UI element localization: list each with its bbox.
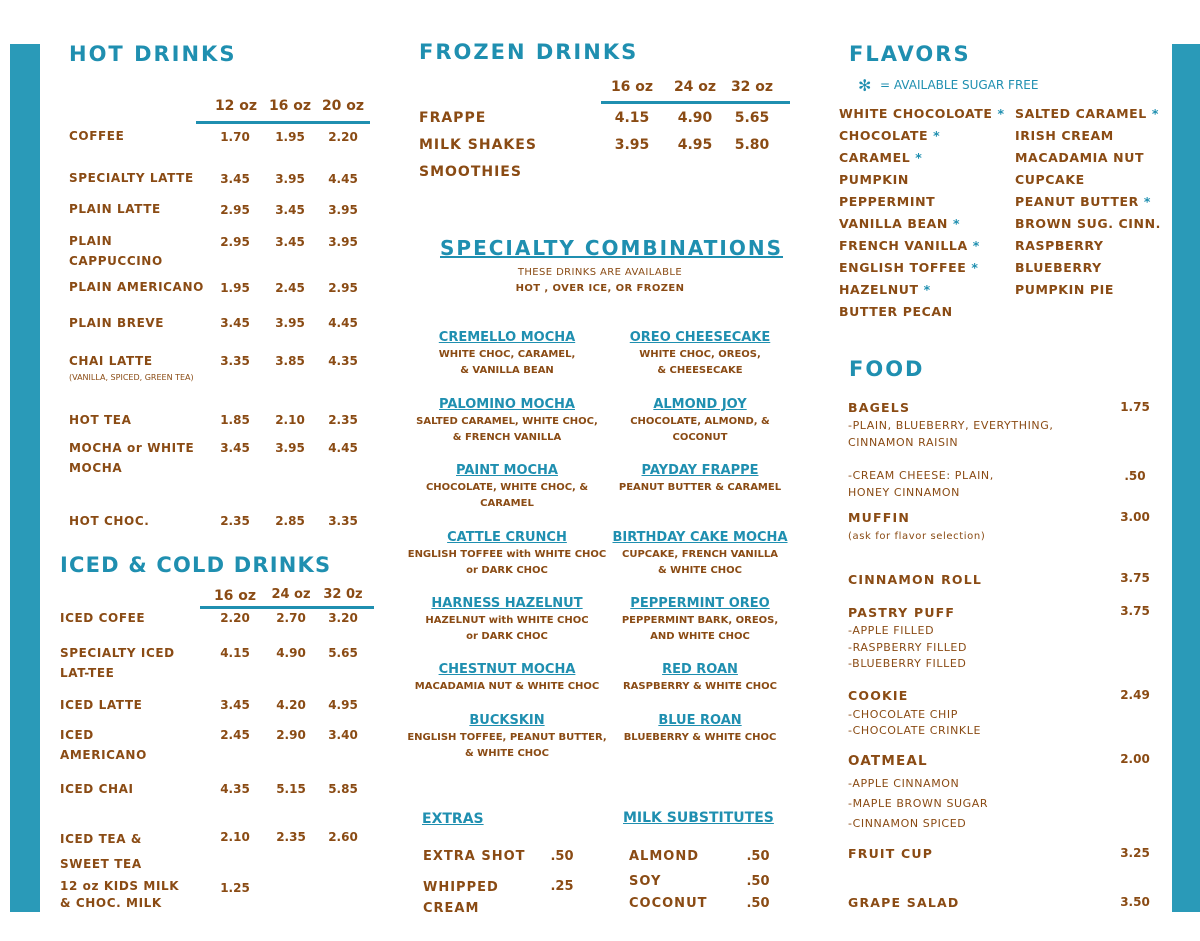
price: 3.45 [275,235,305,249]
price: 3.45 [220,316,250,330]
combo-name: PAYDAY FRAPPE [641,463,759,478]
chai-latte-note: (VANILLA, SPICED, GREEN TEA) [69,373,194,382]
food-detail: -CHOCOLATE CRINKLE [848,724,982,737]
iced-size-32: 32 0z [323,587,363,602]
food-item-cookie: COOKIE [848,688,909,703]
price: 3.95 [614,137,650,153]
price: .50 [550,849,574,864]
sugar-free-legend: = AVAILABLE SUGAR FREE [880,78,1039,92]
flavor-item: PEANUT BUTTER * [1015,194,1151,209]
combo-name: PEPPERMINT OREO [630,596,770,611]
food-item-fruit-cup: FRUIT CUP [848,846,934,861]
price: 5.15 [276,782,306,796]
price: 3.45 [220,698,250,712]
menu-item-hot-tea: HOT TEA [69,413,132,427]
menu-item-specialty-latte: SPECIALTY LATTE [69,171,194,185]
menu-item-plain-cappuccino: PLAIN CAPPUCCINO [69,234,163,268]
combo-cremello-mocha [407,329,607,379]
price: 3.45 [220,441,250,455]
price: 4.95 [328,698,358,712]
combo-name: CATTLE CRUNCH [447,530,567,545]
food-item-cinnamon-roll: CINNAMON ROLL [848,572,983,587]
flavor-item: CARAMEL * [839,150,923,165]
price: 2.45 [220,728,250,742]
combo-description: CHOCOLATE, WHITE CHOC, & CARAMEL [425,482,589,509]
food-detail: CINNAMON RAISIN [848,436,959,449]
combo-name: OREO CHEESECAKE [629,330,771,345]
price: 3.45 [220,172,250,186]
combo-description: ENGLISH TOFFEE, PEANUT BUTTER, & WHITE CHOC [407,732,607,759]
price: 4.20 [276,698,306,712]
price: 2.95 [220,235,250,249]
price: 3.25 [1120,846,1150,860]
flavor-item: SALTED CARAMEL * [1015,106,1159,121]
combo-name: HARNESS HAZELNUT [431,596,583,611]
menu-item-iced-chai: ICED CHAI [60,782,134,796]
price: 2.45 [275,281,305,295]
menu-item-smoothies: SMOOTHIES [419,164,522,180]
flavor-item: RASPBERRY [1015,238,1104,253]
price: 5.80 [734,137,770,153]
price: 2.95 [328,281,358,295]
milk-almond: ALMOND [629,849,700,864]
combo-chestnut-mocha [407,661,607,695]
price: 4.35 [220,782,250,796]
menu-item-frappe: FRAPPE [419,110,487,126]
combo-name: PAINT MOCHA [456,463,558,478]
specialty-heading: SPECIALTY COMBINATIONS [440,236,784,260]
flavors-column-2 [1015,103,1161,301]
flavor-item: BLUEBERRY [1015,260,1102,275]
iced-drinks-heading: ICED & COLD DRINKS [60,553,332,577]
milk-soy: SOY [629,874,662,889]
combo-name: PALOMINO MOCHA [439,397,575,412]
price: 4.45 [328,172,358,186]
flavor-item: BROWN SUG. CINN. [1015,216,1161,231]
combo-palomino-mocha [407,396,607,446]
food-heading: FOOD [849,357,925,381]
price: 5.85 [328,782,358,796]
hot-sizes-rule [196,121,370,124]
iced-size-16: 16 oz [213,588,257,604]
flavor-item: HAZELNUT * [839,282,931,297]
flavor-item: ENGLISH TOFFEE * [839,260,979,275]
price: 2.20 [220,611,250,625]
food-detail: -CHOCOLATE CHIP [848,708,958,721]
combo-birthday-cake-mocha [600,529,800,579]
price: 1.95 [275,130,305,144]
price: 3.95 [275,441,305,455]
price: 4.45 [328,441,358,455]
food-item-grape-salad: GRAPE SALAD [848,895,960,910]
food-item-pastry-puff: PASTRY PUFF [848,605,956,620]
combo-description: PEANUT BUTTER & CARAMEL [618,482,782,493]
combo-cattle-crunch [407,529,607,579]
price: .50 [1124,469,1146,483]
price: 2.60 [328,830,358,844]
price: 3.40 [328,728,358,742]
combo-name: RED ROAN [662,662,738,677]
combo-description: BLUEBERRY & WHITE CHOC [623,732,777,743]
right-decorative-stripe [1172,44,1200,912]
extra-shot: EXTRA SHOT [423,849,526,864]
flavor-item: WHITE CHOCOLOATE * [839,106,1005,121]
price: 4.15 [220,646,250,660]
price: 2.35 [328,413,358,427]
hot-size-20: 20 oz [321,98,365,114]
price: 3.95 [275,316,305,330]
flavor-item: CHOCOLATE * [839,128,941,143]
flavors-heading: FLAVORS [849,42,971,66]
price: 3.95 [328,203,358,217]
food-detail: -MAPLE BROWN SUGAR [848,797,989,810]
price: 2.85 [275,514,305,528]
price: 2.35 [276,830,306,844]
whipped-cream: WHIPPED CREAM [423,880,499,916]
food-detail: -RASPBERRY FILLED [848,641,968,654]
food-item-oatmeal: OATMEAL [848,753,928,769]
combo-name: BUCKSKIN [469,713,545,728]
food-detail: (ask for flavor selection) [848,531,986,542]
price: 2.20 [328,130,358,144]
price: .50 [746,849,770,864]
combo-description: RASPBERRY & WHITE CHOC [622,681,777,692]
menu-item-plain-latte: PLAIN LATTE [69,202,161,216]
price: 3.75 [1120,604,1150,618]
price: 2.10 [275,413,305,427]
combo-name: CREMELLO MOCHA [438,330,576,345]
menu-item-iced-latte: ICED LATTE [60,698,143,712]
asterisk-icon: ✻ [858,76,872,95]
menu-item-chai-latte: CHAI LATTE [69,354,153,368]
combo-buckskin [407,712,607,762]
flavor-item: MACADAMIA NUT [1015,150,1145,165]
price: 3.45 [275,203,305,217]
combo-name: BLUE ROAN [658,713,742,728]
combo-red-roan [600,661,800,695]
combo-description: MACADAMIA NUT & WHITE CHOC [414,681,600,692]
price: .25 [550,879,574,894]
price: 3.50 [1120,895,1150,909]
price: 3.95 [328,235,358,249]
menu-item-mocha: MOCHA or WHITE MOCHA [69,441,195,475]
price: .50 [746,896,770,911]
food-detail: HONEY CINNAMON [848,486,961,499]
combo-description: WHITE CHOC, OREOS, & CHEESECAKE [639,349,761,376]
flavor-item: CUPCAKE [1015,172,1085,187]
flavor-item: PEPPERMINT [839,194,936,209]
flavor-item: PUMPKIN [839,172,909,187]
price: 4.45 [328,316,358,330]
food-item-bagels: BAGELS [848,400,911,415]
menu-item-specialty-iced-latte: SPECIALTY ICED LAT-TEE [60,646,175,680]
hot-drinks-heading: HOT DRINKS [69,42,237,66]
price: 1.70 [220,130,250,144]
food-detail: -BLUEBERRY FILLED [848,657,967,670]
iced-size-24: 24 oz [271,587,311,602]
hot-size-16: 16 oz [268,98,312,114]
price: 1.95 [220,281,250,295]
price: 5.65 [734,110,770,126]
flavor-item: IRISH CREAM [1015,128,1114,143]
frozen-size-24: 24 oz [673,79,717,95]
extras-heading: EXTRAS [422,811,484,827]
hot-size-12: 12 oz [214,98,258,114]
flavor-item: FRENCH VANILLA * [839,238,980,253]
combo-name: CHESTNUT MOCHA [438,662,576,677]
price: 1.75 [1120,400,1150,414]
price: 3.95 [275,172,305,186]
frozen-size-16: 16 oz [610,79,654,95]
combo-description: PEPPERMINT BARK, OREOS, AND WHITE CHOC [621,615,779,642]
price: 1.25 [220,881,250,895]
price: 3.85 [275,354,305,368]
food-detail: -APPLE FILLED [848,624,935,637]
combo-almond-joy [600,396,800,446]
food-item-muffin: MUFFIN [848,510,910,525]
combo-description: CHOCOLATE, ALMOND, & COCONUT [630,416,770,443]
combo-blue-roan [600,712,800,746]
price: 2.35 [220,514,250,528]
price: 5.65 [328,646,358,660]
flavor-item: PUMPKIN PIE [1015,282,1115,297]
price: 3.35 [220,354,250,368]
menu-item-iced-coffee: ICED COFEE [60,611,146,625]
flavor-item: VANILLA BEAN * [839,216,961,231]
milk-coconut: COCONUT [629,896,708,911]
menu-item-iced-tea: ICED TEA & SWEET TEA [60,832,142,871]
specialty-note-2: HOT , OVER ICE, OR FROZEN [515,283,685,294]
combo-name: BIRTHDAY CAKE MOCHA [612,530,788,545]
food-detail: -CREAM CHEESE: PLAIN, [848,469,994,482]
flavors-column-1 [839,103,1005,323]
combo-oreo-cheesecake [600,329,800,379]
price: 2.95 [220,203,250,217]
price: 4.15 [614,110,650,126]
left-decorative-stripe [10,44,40,912]
combo-description: HAZELNUT with WHITE CHOC or DARK CHOC [425,615,589,642]
menu-item-milk-shakes: MILK SHAKES [419,137,537,153]
food-detail: -APPLE CINNAMON [848,777,960,790]
flavor-item: BUTTER PECAN [839,304,953,319]
menu-item-coffee: COFFEE [69,129,125,143]
food-detail: -CINNAMON SPICED [848,817,967,830]
combo-description: ENGLISH TOFFEE with WHITE CHOC or DARK CHOC [407,549,607,576]
price: 3.00 [1120,510,1150,524]
price: 3.20 [328,611,358,625]
price: 2.70 [276,611,306,625]
price: 4.90 [677,110,713,126]
combo-harness-hazelnut [407,595,607,645]
price: 4.95 [677,137,713,153]
milk-substitutes-heading: MILK SUBSTITUTES [623,810,774,826]
combo-payday-frappe [600,462,800,496]
combo-peppermint-oreo [600,595,800,645]
combo-description: WHITE CHOC, CARAMEL, & VANILLA BEAN [438,349,576,376]
price: 2.49 [1120,688,1150,702]
menu-item-plain-breve: PLAIN BREVE [69,316,165,330]
combo-description: SALTED CARAMEL, WHITE CHOC, & FRENCH VANILLA [416,416,598,443]
food-detail: -PLAIN, BLUEBERRY, EVERYTHING, [848,419,1054,432]
price: 3.75 [1120,571,1150,585]
price: 1.85 [220,413,250,427]
price: 3.35 [328,514,358,528]
combo-description: CUPCAKE, FRENCH VANILLA & WHITE CHOC [621,549,779,576]
menu-item-iced-americano: ICED AMERICANO [60,728,147,762]
price: 4.90 [276,646,306,660]
menu-item-plain-americano: PLAIN AMERICANO [69,280,204,294]
price: .50 [746,874,770,889]
specialty-note-1: THESE DRINKS ARE AVAILABLE [517,267,683,278]
combo-name: ALMOND JOY [653,397,747,412]
menu-item-hot-choc: HOT CHOC. [69,514,150,528]
combo-paint-mocha [407,462,607,512]
price: 2.90 [276,728,306,742]
frozen-size-32: 32 oz [730,79,774,95]
price: 2.00 [1120,752,1150,766]
price: 4.35 [328,354,358,368]
frozen-drinks-heading: FROZEN DRINKS [419,40,639,64]
frozen-sizes-rule [601,101,790,104]
menu-item-kids-milk: 12 oz KIDS MILK & CHOC. MILK [60,879,180,910]
price: 2.10 [220,830,250,844]
